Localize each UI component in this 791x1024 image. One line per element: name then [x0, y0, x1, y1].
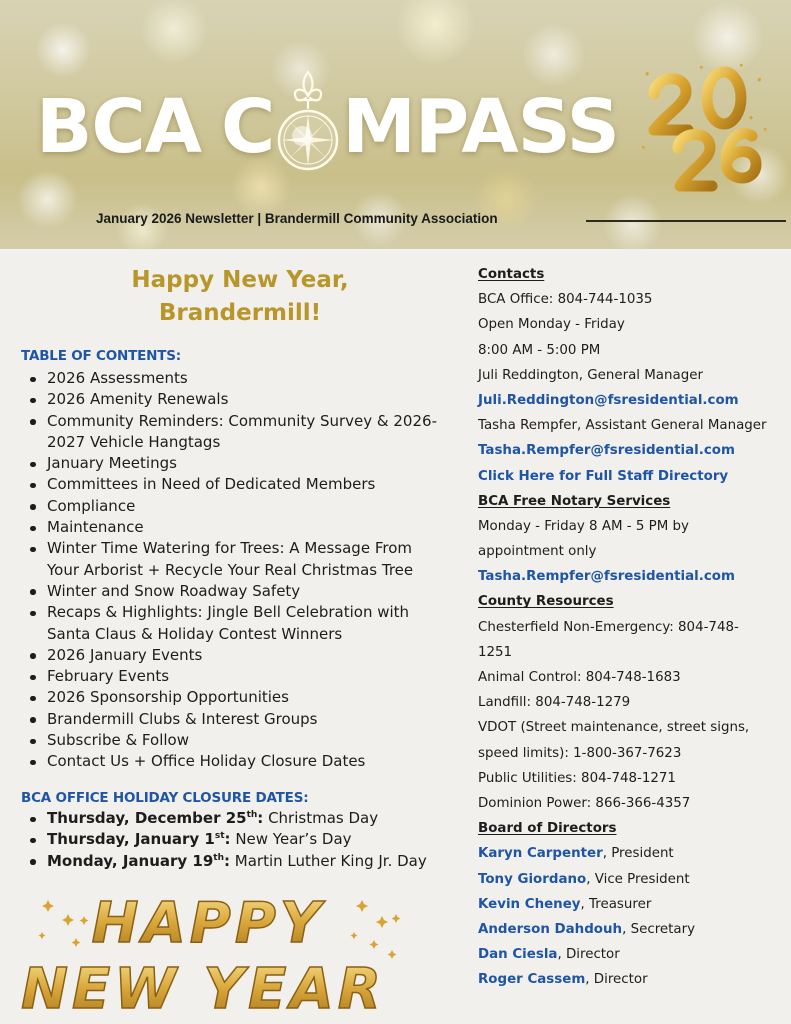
board-member-name[interactable]: Anderson Dahdouh — [478, 921, 623, 937]
hny-line-1: HAPPY — [91, 891, 325, 956]
board-member-name[interactable]: Dan Ciesla — [478, 947, 558, 963]
notary-hours-line-2: appointment only — [478, 544, 597, 560]
board-member-name[interactable]: Karyn Carpenter — [478, 846, 603, 862]
board-heading: Board of Directors — [478, 821, 617, 837]
county-resource-line: Dominion Power: 866-366-4357 — [478, 795, 691, 811]
general-manager-email-link[interactable]: Juli.Reddington@fsresidential.com — [478, 392, 739, 408]
newsletter-title — [36, 82, 619, 172]
office-hours-days: Open Monday - Friday — [478, 317, 625, 333]
newsletter-banner — [0, 0, 791, 249]
board-member — [478, 942, 790, 967]
newsletter-subtitle: January 2026 Newsletter | Brandermill Community Association — [96, 211, 498, 226]
board-member — [478, 867, 790, 892]
happy-new-year-balloon-graphic — [18, 880, 418, 1020]
office-phone: BCA Office: 804-744-1035 — [478, 292, 653, 308]
toc-item[interactable]: January Meetings — [28, 453, 448, 474]
assistant-general-manager-email-link[interactable]: Tasha.Rempfer@fsresidential.com — [478, 443, 735, 459]
staff-directory-link[interactable]: Click Here for Full Staff Directory — [478, 468, 729, 484]
board-member-role: , Secretary — [622, 921, 696, 937]
board-member — [478, 917, 790, 942]
board-member-role: , Director — [557, 947, 620, 963]
title-mpass: MPASS — [342, 84, 619, 170]
toc-item[interactable]: Compliance — [28, 496, 448, 517]
toc-item[interactable]: Maintenance — [28, 517, 448, 538]
notary-heading: BCA Free Notary Services — [478, 493, 671, 509]
toc-item[interactable]: 2026 January Events — [28, 645, 448, 666]
assistant-general-manager: Tasha Rempfer, Assistant General Manager — [478, 418, 767, 434]
notary-hours-line-1: Monday - Friday 8 AM - 5 PM by — [478, 518, 689, 534]
compass-rose-icon — [276, 82, 340, 172]
toc-item[interactable]: Community Reminders: Community Survey & 2026-2027 Vehicle Hangtags — [28, 411, 448, 454]
title-c: C — [220, 84, 275, 170]
holiday-item — [28, 829, 468, 850]
county-resource-line: Public Utilities: 804-748-1271 — [478, 770, 676, 786]
board-member-name[interactable]: Tony Giordano — [478, 871, 587, 887]
holiday-date: Thursday, January 1st: — [47, 830, 231, 849]
holiday-item — [28, 851, 468, 872]
toc-item[interactable]: Brandermill Clubs & Interest Groups — [28, 709, 448, 730]
notary-email-link[interactable]: Tasha.Rempfer@fsresidential.com — [478, 569, 735, 585]
county-resource-line: 1251 — [478, 644, 513, 660]
board-member-role: , Vice President — [586, 871, 690, 887]
toc-item[interactable]: Recaps & Highlights: Jingle Bell Celebration with Santa Claus & Holiday Contest Winners — [28, 602, 448, 645]
county-resource-line: Animal Control: 804-748-1683 — [478, 670, 681, 685]
county-resource-line: Chesterfield Non-Emergency: 804-748- — [478, 619, 739, 635]
toc-item[interactable]: 2026 Sponsorship Opportunities — [28, 687, 448, 708]
board-member — [478, 892, 790, 917]
toc-item[interactable]: 2026 Amenity Renewals — [28, 389, 448, 410]
table-of-contents — [28, 368, 448, 773]
toc-item[interactable]: 2026 Assessments — [28, 368, 448, 389]
board-member — [478, 967, 790, 992]
greeting-heading — [20, 264, 460, 330]
board-member-role: , President — [602, 846, 674, 862]
toc-item[interactable]: Committees in Need of Dedicated Members — [28, 474, 448, 495]
toc-item[interactable]: Subscribe & Follow — [28, 730, 448, 751]
holiday-closure-heading: BCA OFFICE HOLIDAY CLOSURE DATES: — [21, 790, 309, 806]
county-resource-line: Landfill: 804-748-1279 — [478, 695, 631, 711]
holiday-date: Thursday, December 25th: — [47, 809, 264, 827]
holiday-date: Monday, January 19th: — [47, 851, 231, 870]
toc-item[interactable]: Contact Us + Office Holiday Closure Dates — [28, 751, 448, 772]
county-resource-line: VDOT (Street maintenance, street signs, — [478, 720, 750, 736]
office-hours-time: 8:00 AM - 5:00 PM — [478, 342, 601, 358]
holiday-closure-list — [28, 808, 468, 872]
banner-divider — [586, 220, 786, 222]
hny-line-2: NEW YEAR — [21, 957, 385, 1020]
contacts-heading: Contacts — [478, 267, 545, 282]
toc-heading: TABLE OF CONTENTS: — [21, 348, 181, 364]
board-member-role: , Director — [585, 972, 648, 988]
board-member-name[interactable]: Roger Cassem — [478, 972, 586, 988]
toc-item[interactable]: Winter and Snow Roadway Safety — [28, 581, 448, 602]
board-member — [478, 841, 790, 866]
county-resource-line: speed limits): 1-800-367-7623 — [478, 745, 682, 761]
holiday-name: New Year’s Day — [230, 830, 352, 849]
toc-item[interactable]: Winter Time Watering for Trees: A Message From Your Arborist + Recycle Your Real Christmas Tree — [28, 538, 448, 581]
holiday-item — [28, 808, 468, 829]
county-resources-heading: County Resources — [478, 594, 614, 610]
title-bca: BCA — [36, 84, 201, 170]
board-member-name[interactable]: Kevin Cheney — [478, 896, 581, 912]
year-2026-balloon-graphic — [640, 58, 770, 198]
greeting-line-1: Happy New Year, — [131, 267, 349, 293]
holiday-name: Christmas Day — [263, 809, 379, 827]
contact-sidebar — [478, 262, 790, 992]
board-member-role: , Treasurer — [580, 896, 652, 912]
greeting-line-2: Brandermill! — [158, 300, 322, 326]
toc-item[interactable]: February Events — [28, 666, 448, 687]
holiday-name: Martin Luther King Jr. Day — [230, 851, 427, 870]
general-manager: Juli Reddington, General Manager — [478, 367, 703, 383]
